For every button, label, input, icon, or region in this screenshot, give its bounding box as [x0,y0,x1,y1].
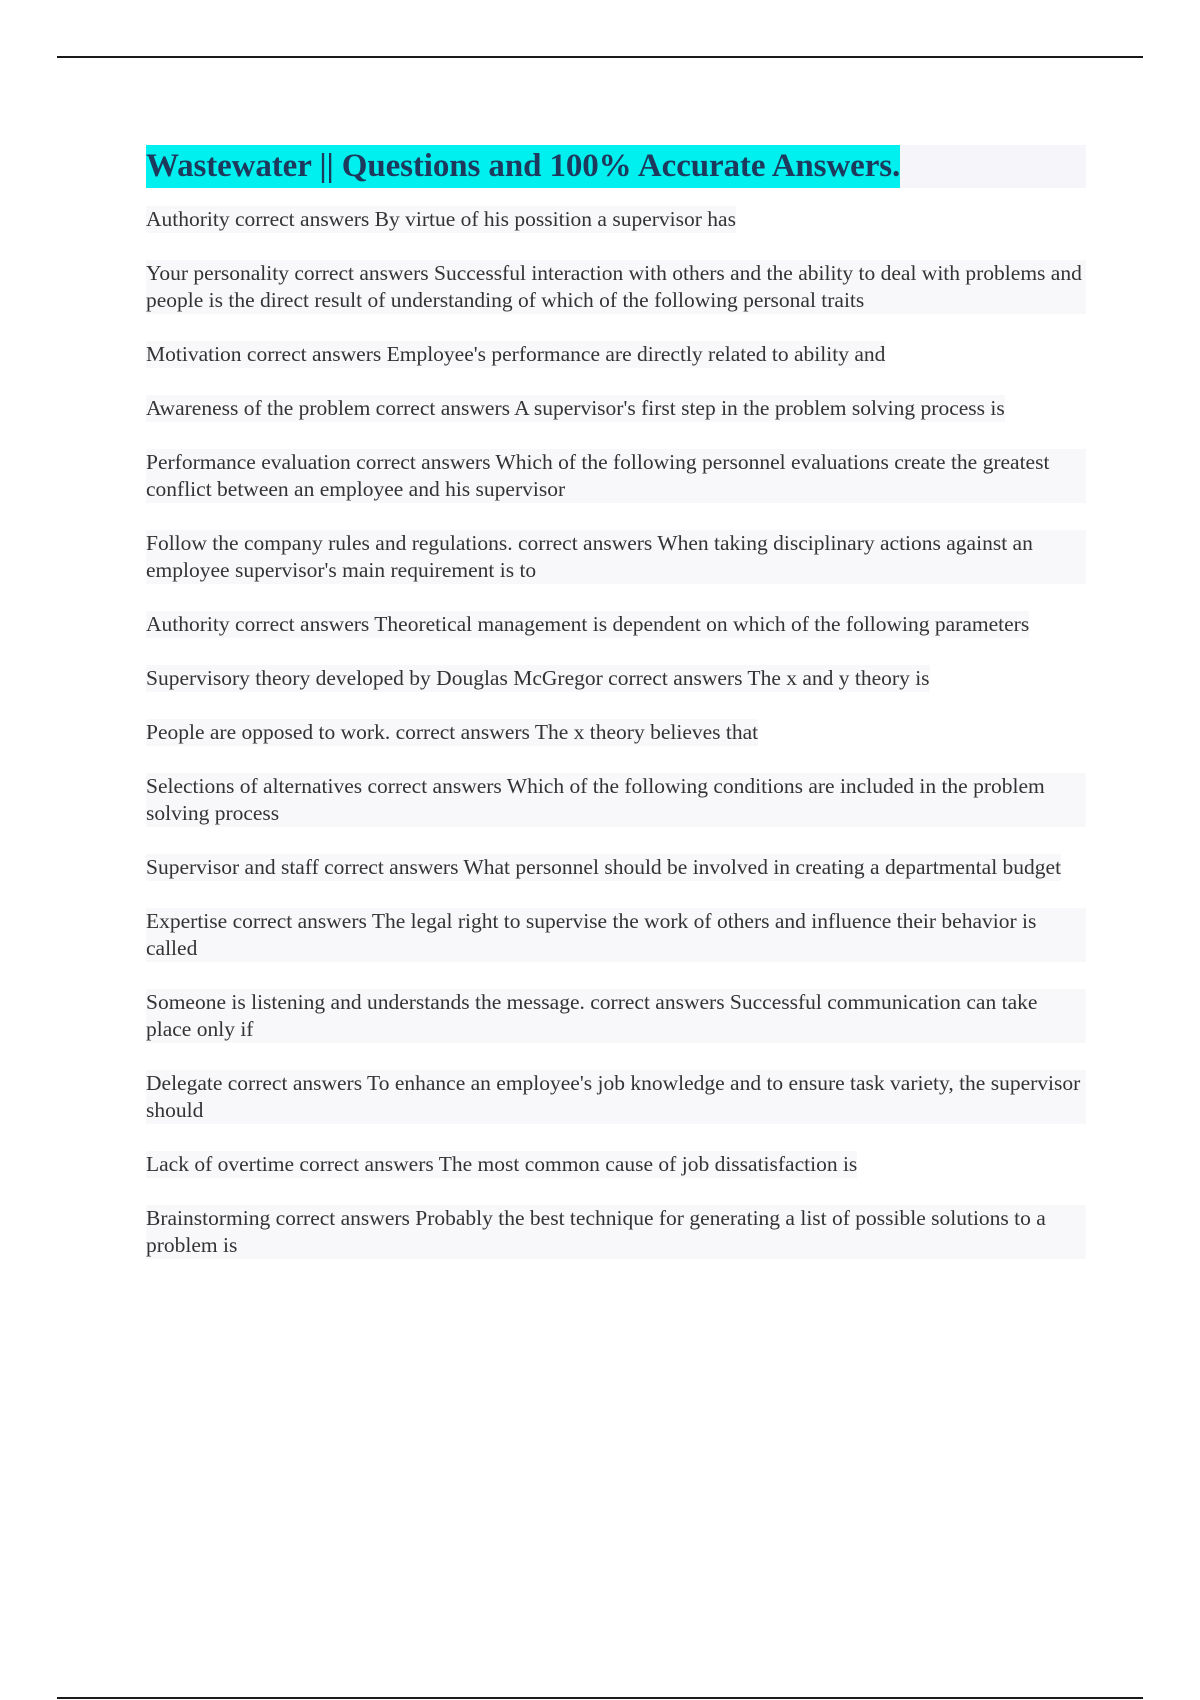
qa-item: Someone is listening and understands the message. correct answers Successful communication can take place only if [146,989,1086,1043]
document-title: Wastewater || Questions and 100% Accurate Answers. [146,145,900,188]
qa-item: Performance evaluation correct answers Which of the following personnel evaluations create the greatest conflict between an employee and his supervisor [146,449,1086,503]
qa-item: Authority correct answers By virtue of his possition a supervisor has [146,207,736,231]
qa-item: Supervisory theory developed by Douglas McGregor correct answers The x and y theory is [146,666,930,690]
title-bar [146,145,1086,188]
qa-item: People are opposed to work. correct answers The x theory believes that [146,720,759,744]
document-body [146,145,1086,1286]
qa-item: Authority correct answers Theoretical management is dependent on which of the following parameters [146,612,1030,636]
top-rule [57,56,1143,58]
qa-item: Motivation correct answers Employee's performance are directly related to ability and [146,342,886,366]
qa-item: Lack of overtime correct answers The most common cause of job dissatisfaction is [146,1152,858,1176]
qa-list [146,206,1086,1259]
qa-item: Expertise correct answers The legal right to supervise the work of others and influence their behavior is called [146,908,1086,962]
qa-item: Awareness of the problem correct answers A supervisor's first step in the problem solving process is [146,396,1005,420]
qa-item: Brainstorming correct answers Probably the best technique for generating a list of possible solutions to a problem is [146,1205,1086,1259]
qa-item: Follow the company rules and regulations. correct answers When taking disciplinary actions against an employee supervisor's main requirement is to [146,530,1086,584]
qa-item: Your personality correct answers Successful interaction with others and the ability to deal with problems and people is the direct result of understanding of which of the following personal traits [146,260,1086,314]
qa-item: Delegate correct answers To enhance an employee's job knowledge and to ensure task variety, the supervisor should [146,1070,1086,1124]
qa-item: Selections of alternatives correct answers Which of the following conditions are included in the problem solving process [146,773,1086,827]
bottom-rule [57,1697,1143,1699]
qa-item: Supervisor and staff correct answers What personnel should be involved in creating a departmental budget [146,855,1062,879]
